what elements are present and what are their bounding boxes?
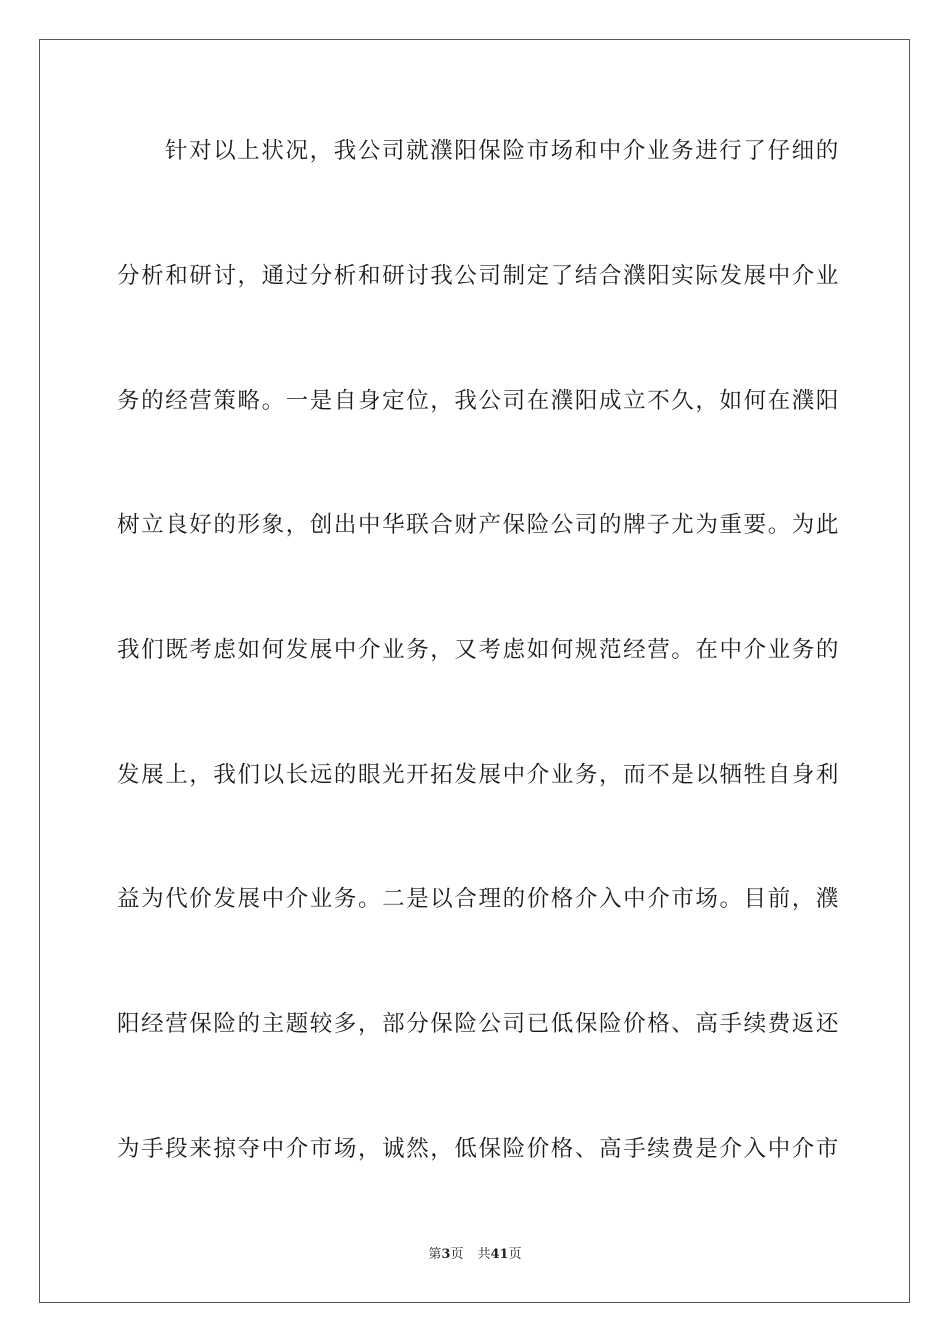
page-border — [39, 39, 910, 1303]
total-suffix: 页 — [508, 1247, 522, 1262]
paragraph-line-4: 树立良好的形象，创出中华联合财产保险公司的牌子尤为重要。为此 — [117, 512, 841, 538]
page-footer — [0, 1246, 950, 1264]
paragraph-line-6: 发展上，我们以长远的眼光开拓发展中介业务，而不是以牺牲自身利 — [117, 762, 841, 788]
paragraph-line-5: 我们既考虑如何发展中介业务，又考虑如何规范经营。在中介业务的 — [117, 637, 841, 663]
paragraph-line-8: 阳经营保险的主题较多，部分保险公司已低保险价格、高手续费返还 — [117, 1011, 841, 1037]
paragraph-line-1: 针对以上状况，我公司就濮阳保险市场和中介业务进行了仔细的 — [165, 138, 840, 164]
paragraph-line-9: 为手段来掠夺中介市场，诚然，低保险价格、高手续费是介入中介市 — [117, 1136, 841, 1162]
total-pages: 41 — [490, 1247, 509, 1262]
paragraph-line-3: 务的经营策略。一是自身定位，我公司在濮阳成立不久，如何在濮阳 — [117, 388, 841, 414]
page-prefix: 第 — [428, 1247, 442, 1262]
page-number: 3 — [441, 1247, 451, 1262]
total-prefix: 共 — [477, 1247, 491, 1262]
page-suffix: 页 — [450, 1247, 464, 1262]
paragraph-line-2: 分析和研讨，通过分析和研讨我公司制定了结合濮阳实际发展中介业 — [117, 263, 841, 289]
paragraph-line-7: 益为代价发展中介业务。二是以合理的价格介入中介市场。目前，濮 — [117, 886, 841, 912]
